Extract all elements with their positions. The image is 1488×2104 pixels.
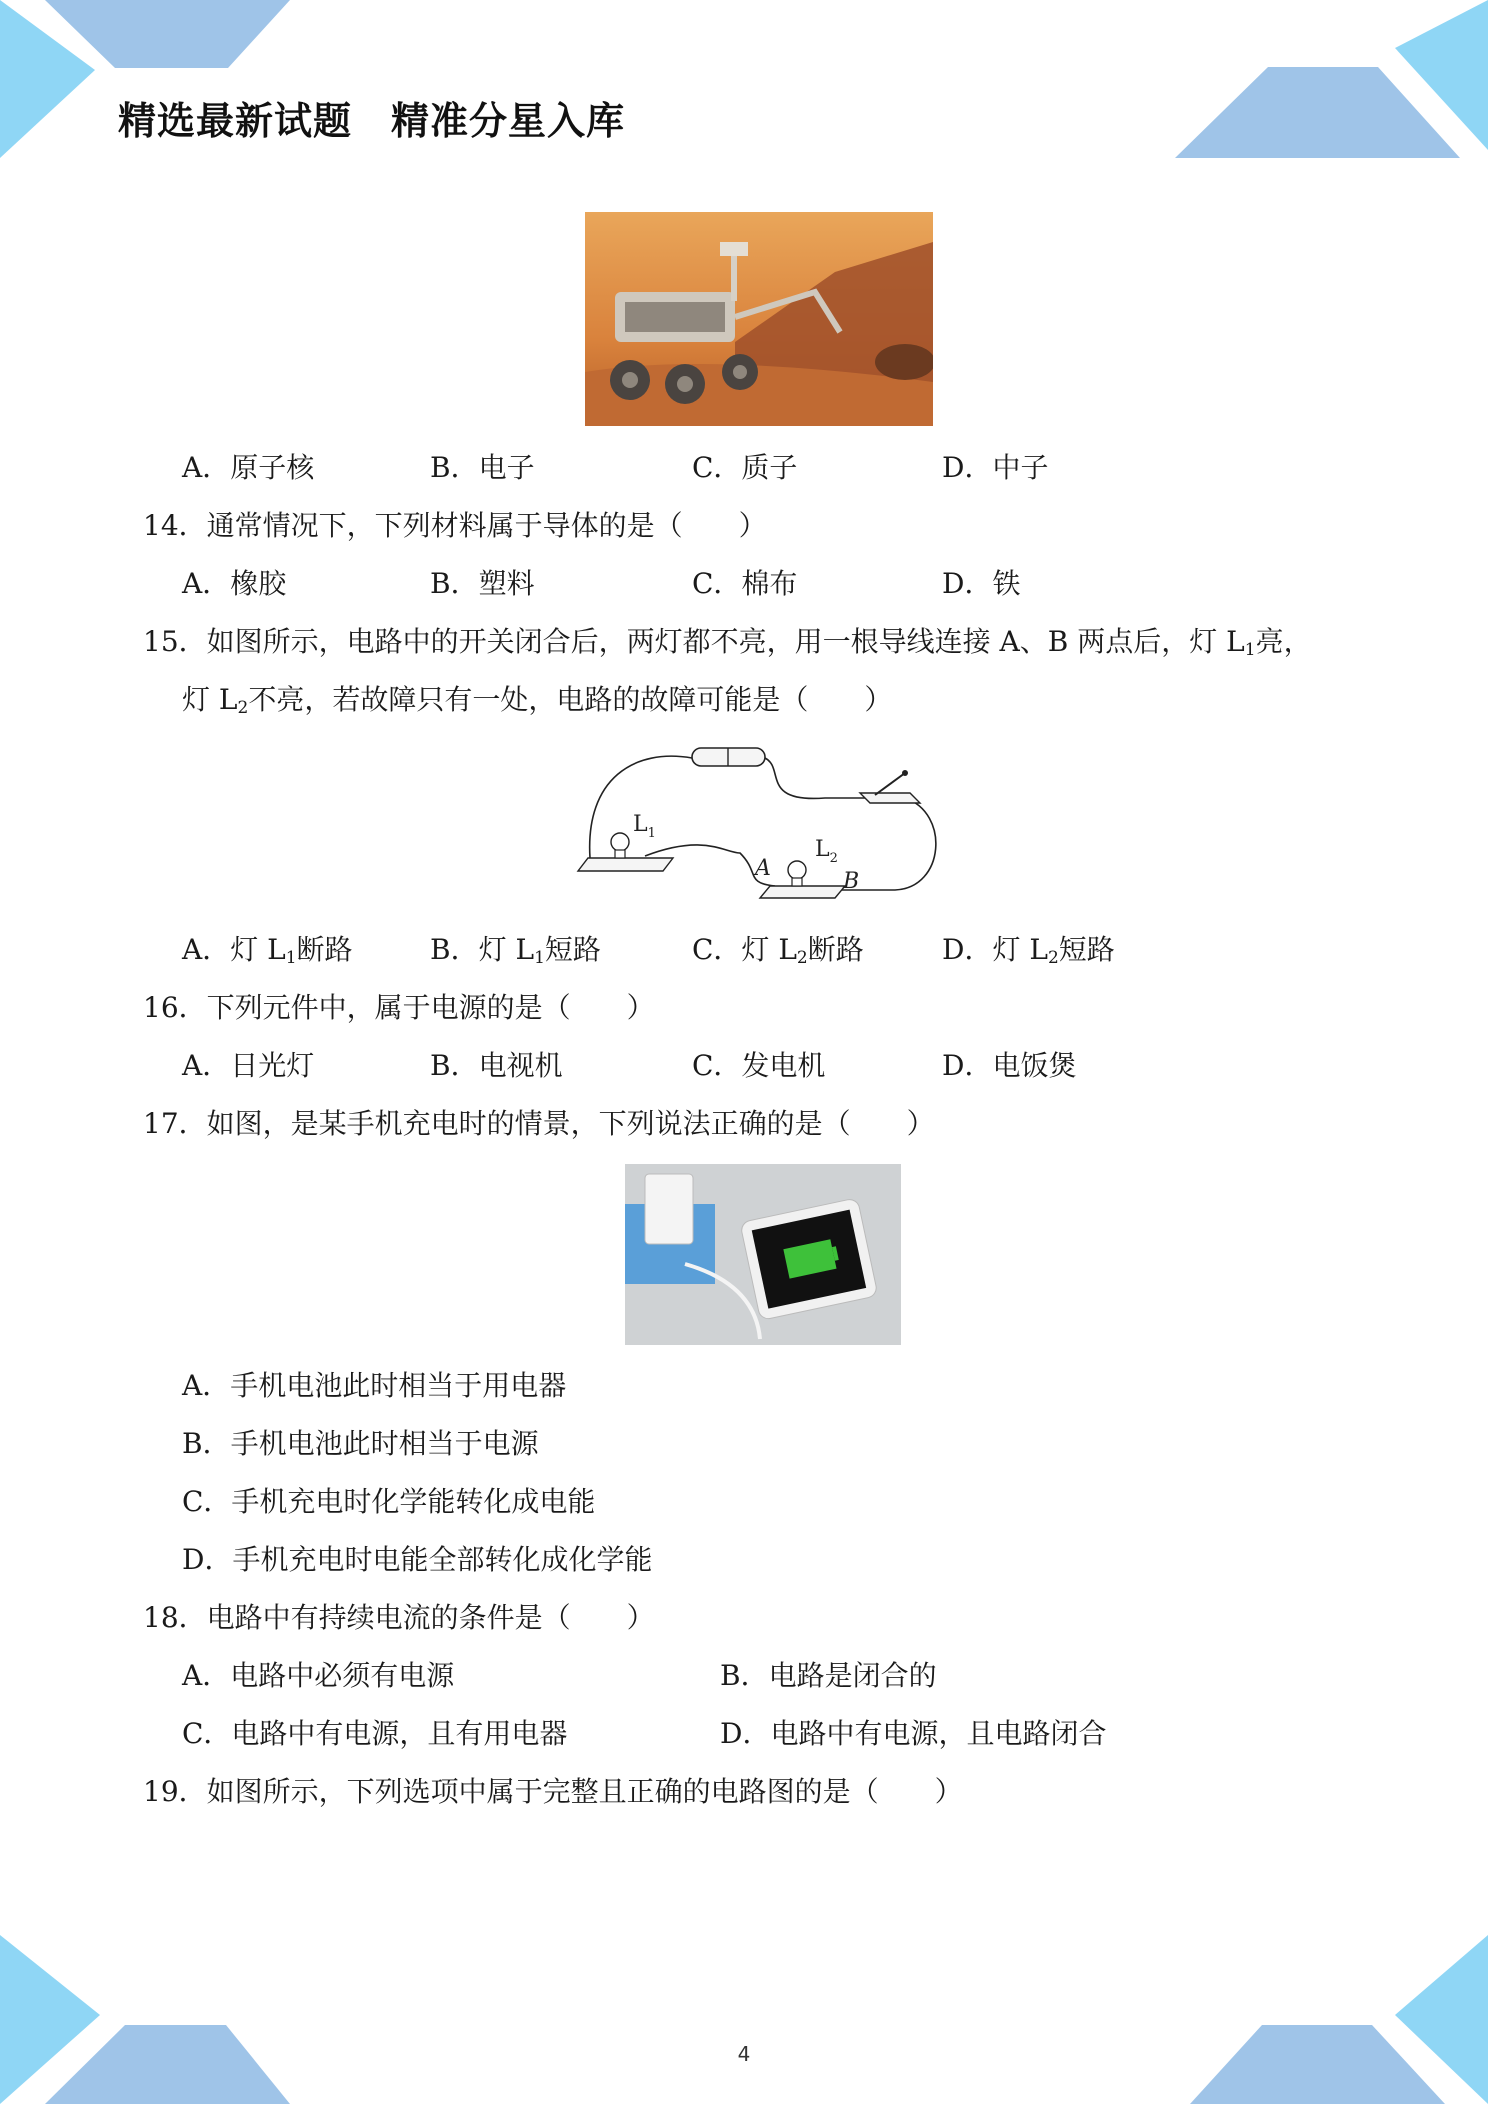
q13-option-a: A．原子核 — [182, 451, 315, 484]
top-right-trapezoid — [1175, 67, 1460, 158]
q14-option-d: D．铁 — [942, 567, 1021, 600]
q18-option-c: C．电路中有电源，且有用电器 — [182, 1717, 568, 1750]
q17-option-b: B．手机电池此时相当于电源 — [182, 1427, 539, 1460]
q15-option-b: B．灯 $L_1$短路 — [430, 933, 601, 968]
label-l1: $L_1$ — [633, 812, 656, 841]
q16-option-b: B．电视机 — [430, 1049, 563, 1082]
phone-charging-image — [625, 1164, 901, 1345]
switch-icon — [860, 770, 920, 803]
q19-stem: 19．如图所示，下列选项中属于完整且正确的电路图的是（ ） — [143, 1775, 963, 1808]
q15-option-d: D．灯 $L_2$短路 — [942, 933, 1115, 968]
q17-stem: 17．如图，是某手机充电时的情景，下列说法正确的是（ ） — [143, 1107, 935, 1140]
q16-stem: 16．下列元件中，属于电源的是（ ） — [143, 991, 655, 1024]
q18-option-a: A．电路中必须有电源 — [182, 1659, 455, 1692]
q13-option-d: D．中子 — [942, 451, 1049, 484]
q15-option-c: C．灯 $L_2$断路 — [692, 933, 864, 968]
circuit-diagram — [575, 738, 945, 913]
q16-option-a: A．日光灯 — [182, 1049, 315, 1082]
q16-option-c: C．发电机 — [692, 1049, 826, 1082]
q15-option-a: A．灯 $L_1$断路 — [182, 933, 353, 968]
q17-option-c: C．手机充电时化学能转化成电能 — [182, 1485, 596, 1518]
q14-stem: 14．通常情况下，下列材料属于导体的是（ ） — [143, 509, 767, 542]
q13-option-b: B．电子 — [430, 451, 535, 484]
wire-top-left — [590, 756, 692, 858]
q17-option-a: A．手机电池此时相当于用电器 — [182, 1369, 567, 1402]
wire-right — [785, 798, 936, 890]
page-number: 4 — [737, 2042, 751, 2066]
label-l2: $L_2$ — [815, 837, 838, 866]
header-title: 精选最新试题 精准分星入库 — [118, 99, 626, 143]
q15-stem-line2: 灯 $L_2$不亮，若故障只有一处，电路的故障可能是（ ） — [182, 683, 893, 718]
q14-option-c: C．棉布 — [692, 567, 798, 600]
q14-option-b: B．塑料 — [430, 567, 535, 600]
label-b: B — [843, 869, 860, 894]
q15-stem-line1: 15．如图所示，电路中的开关闭合后，两灯都不亮，用一根导线连接 A、B 两点后，灯 $L_1$亮， — [143, 625, 1312, 660]
q16-option-d: D．电饭煲 — [942, 1049, 1077, 1082]
battery-icon — [692, 748, 765, 766]
q18-stem: 18．电路中有持续电流的条件是（ ） — [143, 1601, 655, 1634]
q13-option-c: C．质子 — [692, 451, 798, 484]
q14-option-a: A．橡胶 — [182, 567, 287, 600]
q18-option-b: B．电路是闭合的 — [720, 1659, 937, 1692]
lamp-l2-icon — [760, 861, 845, 898]
q18-option-d: D．电路中有电源，且电路闭合 — [720, 1717, 1107, 1750]
mars-rover-image — [585, 212, 933, 426]
q17-option-d: D．手机充电时电能全部转化成化学能 — [182, 1543, 653, 1576]
top-left-trapezoid — [45, 0, 290, 68]
label-a: A — [755, 856, 771, 881]
